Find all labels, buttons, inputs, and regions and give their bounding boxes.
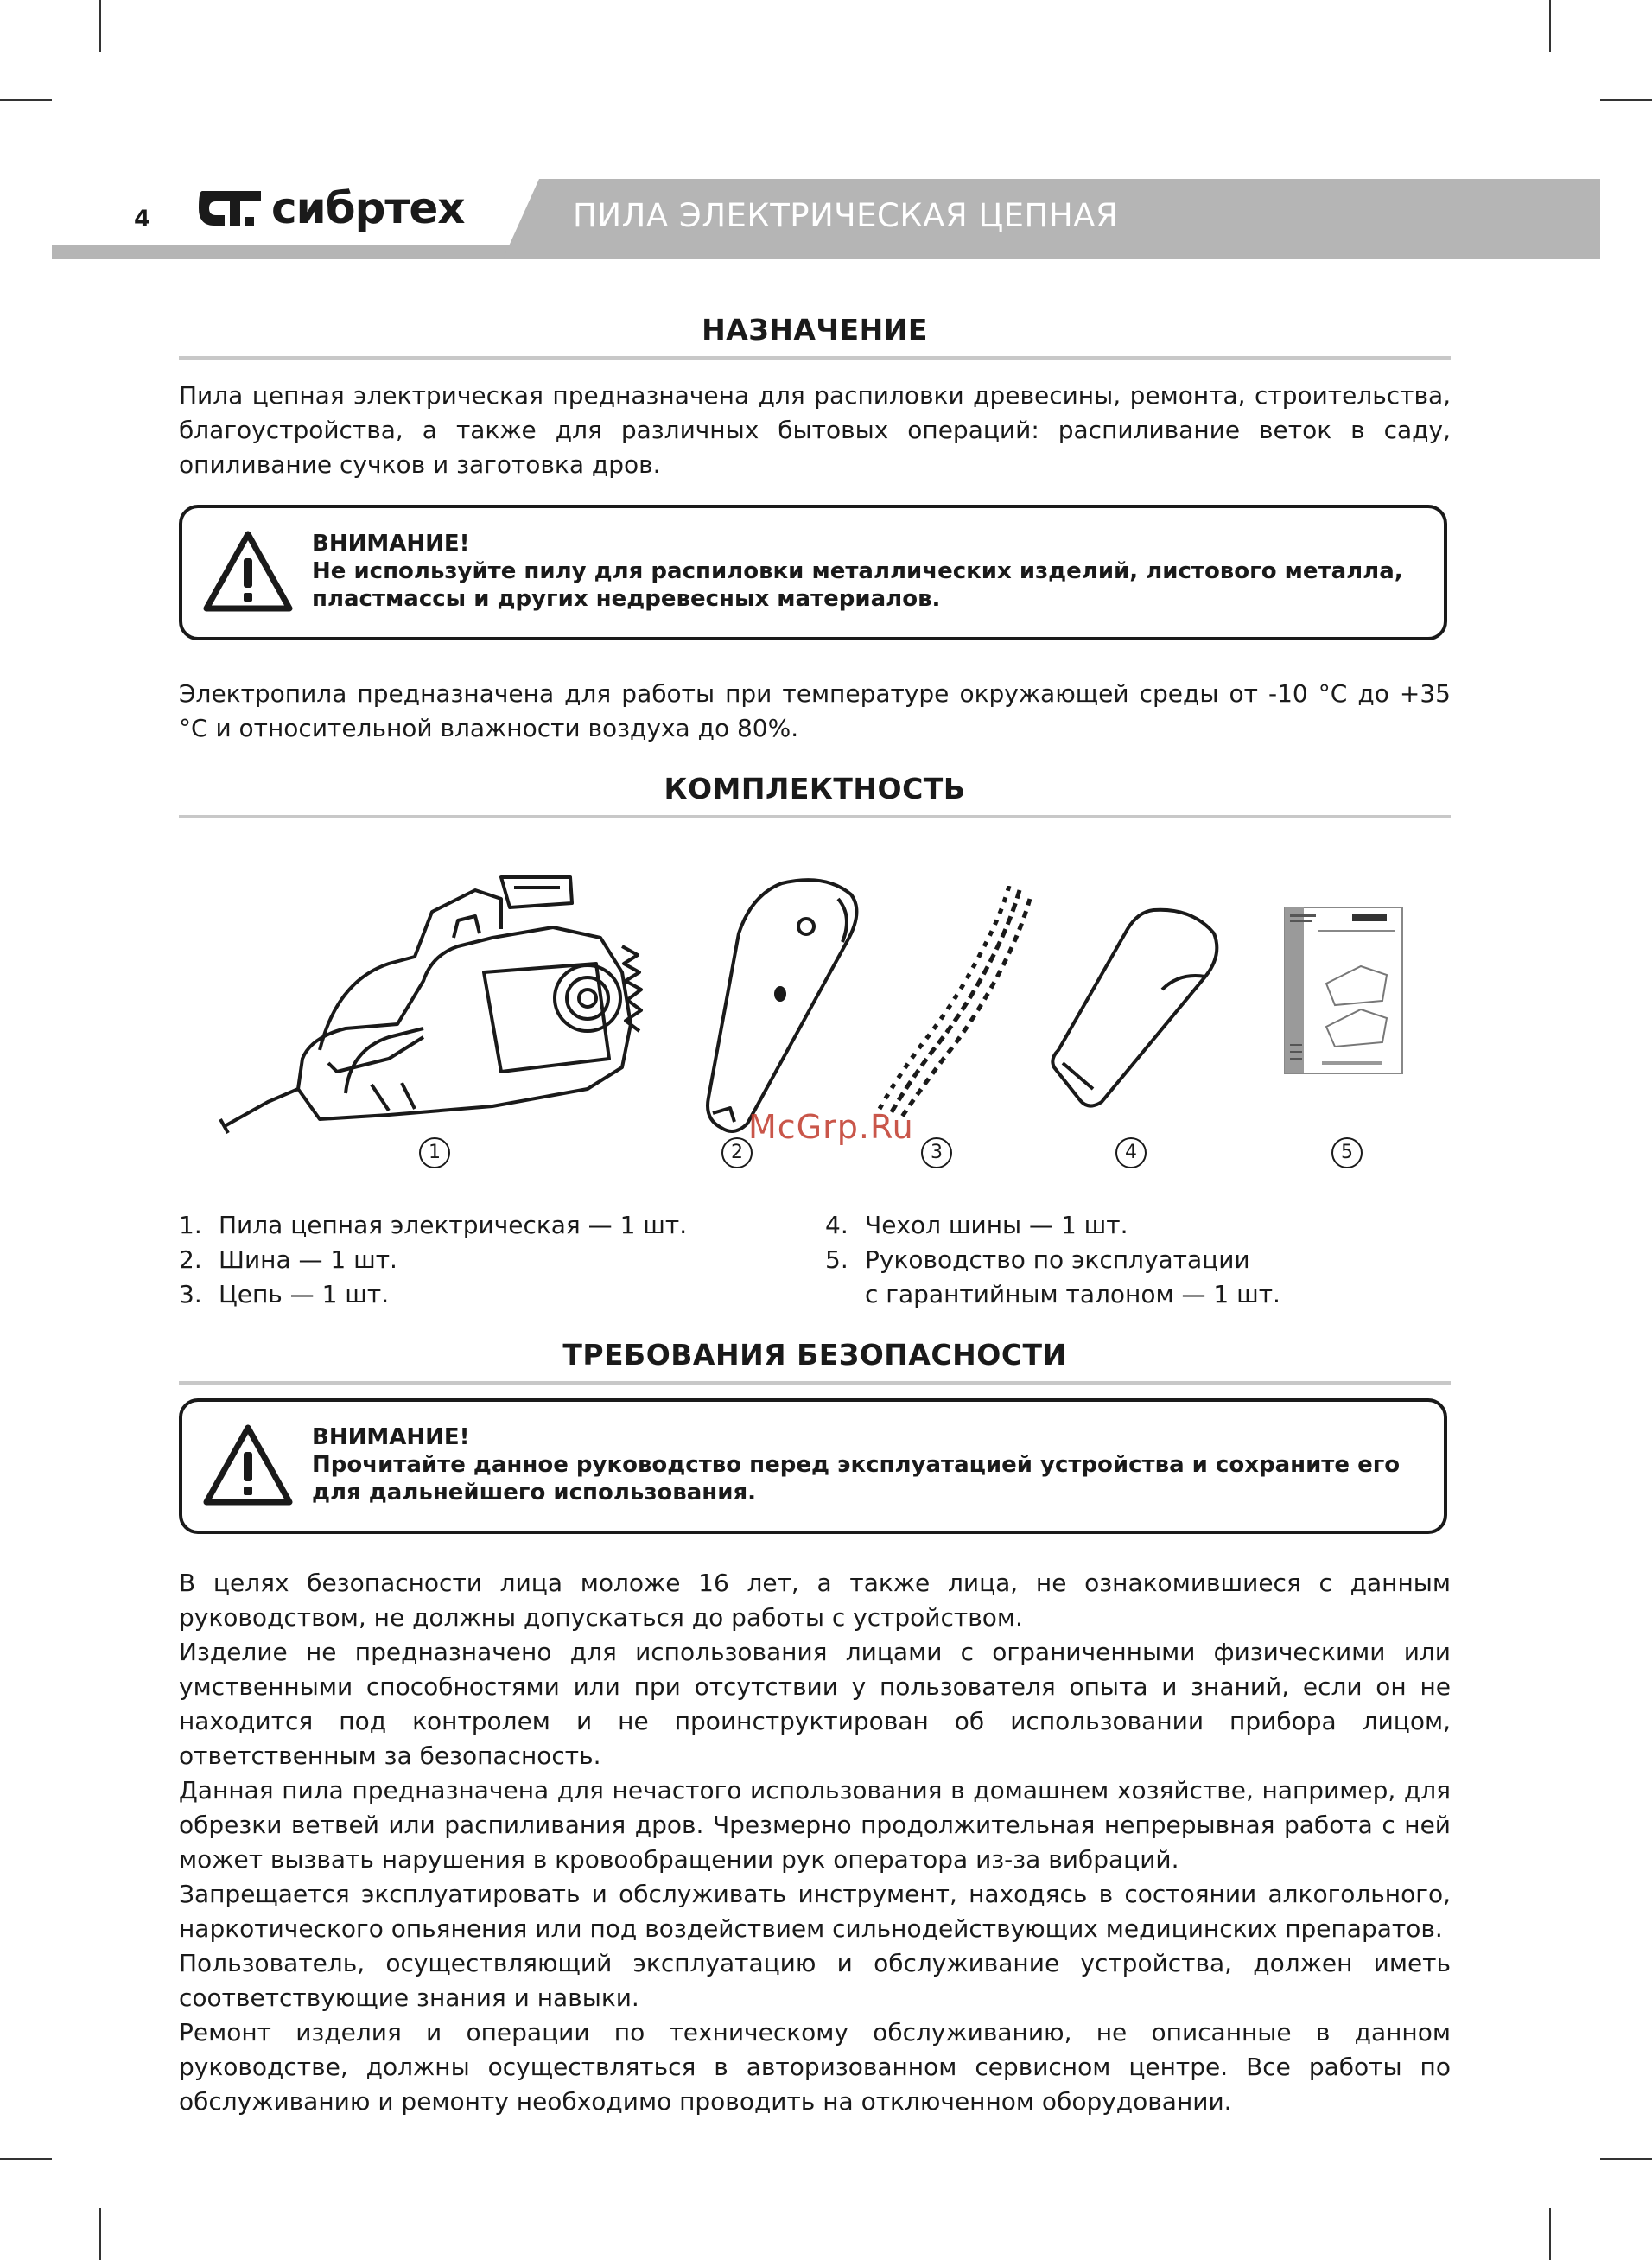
guide-bar-illustration <box>652 873 868 1136</box>
page-number: 4 <box>134 206 150 232</box>
callout-4: 4 <box>1115 1137 1147 1168</box>
safety-paragraph: Запрещается эксплуатировать и обслуживать инструмент, находясь в состоянии алкогольного, наркотического опьянения или под воздействием сильнодействующих медицинских препаратов. <box>179 1880 1451 1943</box>
warning-heading: ВНИМАНИЕ! <box>312 531 470 557</box>
safety-paragraph: Изделие не предназначено для использования лицами с ограниченными физическими или умственными способностями или при отсутствии у пользователя опыта и знаний, если он не находится под контролем и не проинструктирован об использовании прибора лицом, ответственным за безопасность. <box>179 1638 1451 1770</box>
crop-mark <box>1600 99 1652 101</box>
crop-mark <box>1549 0 1551 52</box>
safety-paragraph: Данная пила предназначена для нечастого использования в домашнем хозяйстве, например, для обрезки ветвей или распиливания дров. Чрезмерно продолжительная непрерывная работа с ней может вызвать нарушения в кровообращении рук оператора из-за вибраций. <box>179 1776 1451 1874</box>
list-item: 4. Чехол шины — 1 шт. <box>825 1211 1128 1239</box>
list-item: с гарантийным талоном — 1 шт. <box>865 1280 1280 1308</box>
section-title-purpose: НАЗНАЧЕНИЕ <box>702 313 928 347</box>
crop-mark <box>99 2208 101 2260</box>
list-item: 2. Шина — 1 шт. <box>179 1245 397 1274</box>
warning-text-block <box>312 530 1423 613</box>
purpose-intro: Пила цепная электрическая предназначена для распиловки древесины, ремонта, строительства, благоустройства, а также для различных бытовых операций: распиливание веток в саду, опиливание сучков и заготовка дров. <box>179 381 1451 479</box>
chainsaw-illustration <box>216 851 648 1136</box>
callout-1: 1 <box>419 1137 450 1168</box>
chain-illustration <box>873 886 1037 1119</box>
list-item: 5. Руководство по эксплуатации <box>825 1245 1250 1274</box>
section-divider <box>179 1381 1451 1385</box>
crop-mark <box>0 2158 52 2160</box>
section-divider <box>179 815 1451 818</box>
list-item: 3. Цепь — 1 шт. <box>179 1280 390 1308</box>
manual-illustration <box>1283 906 1404 1075</box>
logo-mark-icon <box>195 188 268 229</box>
crop-mark <box>99 0 101 52</box>
callout-5: 5 <box>1331 1137 1363 1168</box>
section-title-safety: ТРЕБОВАНИЯ БЕЗОПАСНОСТИ <box>562 1338 1067 1372</box>
bar-cover-illustration <box>1041 903 1227 1111</box>
warning-message: Не используйте пилу для распиловки металлических изделий, листового металла, пластмассы и других недревесных материалов. <box>312 558 1403 612</box>
header-title: ПИЛА ЭЛЕКТРИЧЕСКАЯ ЦЕПНАЯ <box>573 197 1119 234</box>
warning-box <box>179 1398 1447 1534</box>
crop-mark <box>1549 2208 1551 2260</box>
warning-box <box>179 505 1447 640</box>
warning-triangle-icon <box>201 1423 295 1509</box>
section-title-kit: КОМПЛЕКТНОСТЬ <box>664 772 966 805</box>
crop-mark <box>1600 2158 1652 2160</box>
list-item: 1. Пила цепная электрическая — 1 шт. <box>179 1211 688 1239</box>
kit-list-left <box>179 1208 687 1312</box>
callout-3: 3 <box>921 1137 952 1168</box>
warning-heading: ВНИМАНИЕ! <box>312 1424 470 1450</box>
watermark: McGrp.Ru <box>748 1108 914 1146</box>
safety-paragraph: Пользователь, осуществляющий эксплуатацию и обслуживание устройства, должен иметь соответствующие знания и навыки. <box>179 1949 1451 2012</box>
warning-message: Прочитайте данное руководство перед эксплуатацией устройства и сохраните его для дальнейшего использования. <box>312 1452 1401 1506</box>
brand-logo <box>195 183 465 233</box>
safety-paragraphs <box>179 1566 1451 2119</box>
crop-mark <box>0 99 52 101</box>
warning-text-block <box>312 1423 1423 1506</box>
operating-conditions: Электропила предназначена для работы при температуре окружающей среды от -10 °С до +35 °С и относительной влажности воздуха до 80%. <box>179 679 1451 742</box>
warning-triangle-icon <box>201 529 295 615</box>
kit-list-right <box>825 1208 1280 1312</box>
logo-text: сибртех <box>271 183 465 233</box>
safety-paragraph: В целях безопасности лица моложе 16 лет, а также лица, не ознакомившиеся с данным руководством, не должны допускаться до работы с устройством. <box>179 1569 1451 1632</box>
callout-2: 2 <box>721 1137 753 1168</box>
section-divider <box>179 356 1451 360</box>
safety-paragraph: Ремонт изделия и операции по техническому обслуживанию, не описанные в данном руководстве, должны осуществляться в авторизованном сервисном центре. Все работы по обслуживанию и ремонту необходимо проводить на отключенном оборудовании. <box>179 2018 1451 2116</box>
